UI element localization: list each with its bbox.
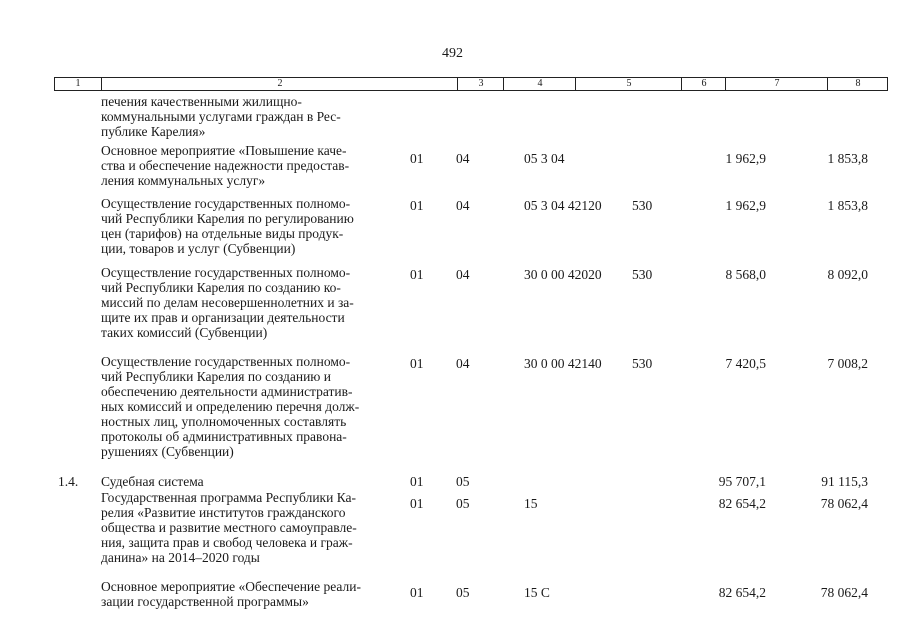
row-description (101, 143, 401, 188)
description-line: Государственная программа Республики Ка- (101, 490, 357, 505)
description-line: чий Республики Карелия по созданию ко- (101, 280, 341, 295)
table-header (54, 77, 888, 91)
row-description (101, 490, 401, 565)
amount-year-1: 82 654,2 (718, 496, 766, 511)
amount-year-1: 82 654,2 (718, 585, 766, 600)
target-article-code: 30 0 00 42020 (524, 267, 602, 282)
header-col-8: 8 (827, 78, 888, 90)
amount-year-1: 7 420,5 (725, 356, 766, 371)
row-description (101, 579, 401, 609)
description-line: Осуществление государственных полномо- (101, 196, 351, 211)
target-article-code: 05 3 04 (524, 151, 565, 166)
amount-year-2: 91 115,3 (821, 474, 868, 489)
row-number: 1.4. (58, 474, 79, 489)
description-line: цен (тарифов) на отдельные виды продук- (101, 226, 344, 241)
subsection-code: 04 (456, 198, 470, 213)
description-line: ции, товаров и услуг (Субвенции) (101, 241, 296, 256)
target-article-code: 15 (524, 496, 538, 511)
description-line: Осуществление государственных полномо- (101, 265, 351, 280)
description-line: Основное мероприятие «Повышение каче- (101, 143, 347, 158)
description-line: Осуществление государственных полномо- (101, 354, 351, 369)
amount-year-2: 7 008,2 (827, 356, 868, 371)
row-description (101, 196, 401, 256)
row-description (101, 354, 401, 459)
expense-type-code: 530 (632, 198, 653, 213)
amount-year-2: 78 062,4 (820, 496, 868, 511)
description-line: ностных лиц, уполномоченных составлять (101, 414, 347, 429)
amount-year-2: 1 853,8 (827, 198, 868, 213)
description-line: рушениях (Субвенции) (101, 444, 234, 459)
header-col-5: 5 (575, 78, 682, 90)
target-article-code: 30 0 00 42140 (524, 356, 602, 371)
expense-type-code: 530 (632, 267, 653, 282)
header-col-4: 4 (503, 78, 576, 90)
expense-type-code: 530 (632, 356, 653, 371)
section-code: 01 (410, 198, 424, 213)
description-line: данина» на 2014–2020 годы (101, 550, 260, 565)
description-line: зации государственной программы» (101, 594, 309, 609)
subsection-code: 05 (456, 474, 470, 489)
description-line: ния, защита прав и свобод человека и граж- (101, 535, 353, 550)
subsection-code: 05 (456, 496, 470, 511)
amount-year-1: 95 707,1 (718, 474, 766, 489)
subsection-code: 04 (456, 356, 470, 371)
description-line: чий Республики Карелия по созданию и (101, 369, 331, 384)
description-line: релия «Развитие институтов гражданского (101, 505, 346, 520)
section-code: 01 (410, 356, 424, 371)
subsection-code: 04 (456, 151, 470, 166)
section-code: 01 (410, 267, 424, 282)
header-col-6: 6 (681, 78, 726, 90)
amount-year-2: 8 092,0 (827, 267, 868, 282)
description-line: ства и обеспечение надежности предостав- (101, 158, 350, 173)
description-line: Судебная система (101, 474, 204, 489)
description-line: общества и развитие местного самоуправле- (101, 520, 357, 535)
description-line: печения качественными жилищно- (101, 94, 302, 109)
description-line: миссий по делам несовершеннолетних и за- (101, 295, 354, 310)
amount-year-2: 78 062,4 (820, 585, 868, 600)
header-col-2: 2 (101, 78, 458, 90)
description-line: публике Карелия» (101, 124, 206, 139)
section-code: 01 (410, 474, 424, 489)
description-line: таких комиссий (Субвенции) (101, 325, 268, 340)
subsection-code: 04 (456, 267, 470, 282)
description-line: коммунальными услугами граждан в Рес- (101, 109, 341, 124)
page-number: 492 (442, 46, 463, 61)
description-line: Основное мероприятие «Обеспечение реали- (101, 579, 361, 594)
row-description (101, 265, 401, 340)
description-line: обеспечению деятельности административ- (101, 384, 353, 399)
subsection-code: 05 (456, 585, 470, 600)
section-code: 01 (410, 585, 424, 600)
header-col-1: 1 (75, 78, 81, 89)
section-code: 01 (410, 496, 424, 511)
description-line: чий Республики Карелия по регулированию (101, 211, 354, 226)
description-line: ления коммунальных услуг» (101, 173, 266, 188)
amount-year-1: 1 962,9 (725, 151, 766, 166)
description-line: щите их прав и организации деятельности (101, 310, 345, 325)
row-description (101, 474, 401, 489)
header-divider (101, 90, 457, 91)
amount-year-2: 1 853,8 (827, 151, 868, 166)
target-article-code: 15 С (524, 585, 550, 600)
description-line: протоколы об административных правона- (101, 429, 347, 444)
target-article-code: 05 3 04 42120 (524, 198, 602, 213)
row-description (101, 94, 401, 139)
header-col-7: 7 (725, 78, 828, 90)
amount-year-1: 1 962,9 (725, 198, 766, 213)
amount-year-1: 8 568,0 (725, 267, 766, 282)
section-code: 01 (410, 151, 424, 166)
header-col-3: 3 (457, 78, 504, 90)
description-line: ных комиссий и определению перечня долж- (101, 399, 360, 414)
